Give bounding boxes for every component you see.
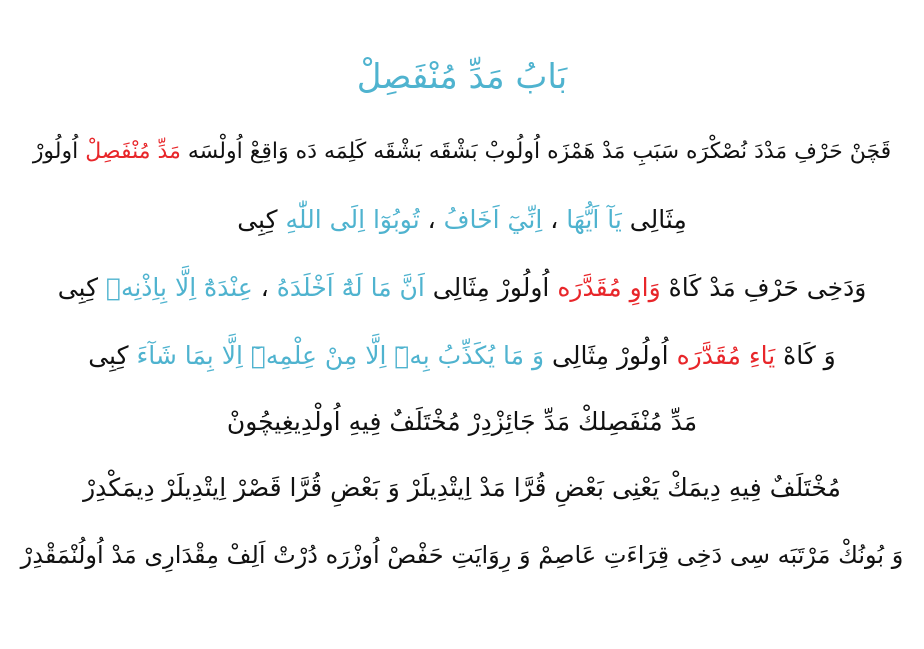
example-indahu-illa: عِنْدَهُٓ اِلَّا بِاِذْنِهٖ bbox=[105, 273, 253, 302]
line-4-suffix: كِبِى bbox=[88, 341, 137, 370]
term-waw-muqaddara: وَاوِ مُقَدَّرَه bbox=[557, 273, 661, 302]
text-line-5 bbox=[20, 402, 904, 442]
line-2-prefix: مِثَالِى bbox=[621, 205, 687, 234]
term-ya-muqaddara: يَاءِ مُقَدَّرَه bbox=[676, 341, 776, 370]
text-line-6 bbox=[20, 468, 904, 508]
text-line-4 bbox=[20, 336, 904, 376]
text-line-2 bbox=[20, 200, 904, 240]
text-line-3 bbox=[20, 268, 904, 308]
line-3-mid: اُولُورْ مِثَالِى bbox=[424, 273, 558, 302]
line-3-prefix: وَدَخِى حَرْفِ مَدْ كَاهْ bbox=[660, 273, 867, 302]
line-5-text: مَدِّ مُنْفَصِلكْ مَدِّ جَائِزْدِرْ مُخْتَلَفٌ فِيهِ اُولْدِيغِيچُونْ bbox=[226, 407, 698, 436]
line-6-text: مُخْتَلَفٌ فِيهِ دِيمَكْ يَعْنِى بَعْضِ قُرَّا مَدْ اِيتْدِيلَرْ وَ بَعْضِ قُرَّا قَصْرْ اِيتْدِيلَرْ دِيمَكْدِرْ bbox=[83, 473, 841, 502]
text-line-7 bbox=[20, 535, 904, 575]
example-inni-akhafu: اِنِّيٓ اَخَافُ bbox=[443, 205, 543, 234]
example-ya-ayyuha: يَآ اَيُّهَا bbox=[566, 205, 622, 234]
line-1-end: اُولُورْ bbox=[32, 139, 86, 164]
term-madd-munfasil: مَدِّ مُنْفَصِلْ bbox=[85, 139, 181, 164]
line-4-prefix: وَ كَاهْ bbox=[775, 341, 836, 370]
example-anna-malahu: اَنَّ مَا لَهُٓ اَخْلَدَهُ bbox=[276, 273, 425, 302]
line-7-text: وَ بُونُكْ مَرْتَبَه سِى دَخِى قِرَاءَتِ عَاصِمْ وَ رِوَايَتِ حَفْصْ اُوزْرَه دُرْتْ اَلِفْ مِقْدَارِى مَدْ اُولُنْمَقْدِرْ bbox=[20, 541, 904, 569]
separator: ، bbox=[252, 273, 277, 302]
line-4-mid: اُولُورْ مِثَالِى bbox=[544, 341, 677, 370]
separator: ، bbox=[542, 205, 567, 234]
separator: ، bbox=[419, 205, 444, 234]
text-line-1 bbox=[20, 132, 904, 172]
line-2-suffix: كِبِى bbox=[237, 205, 286, 234]
example-wa-ma-yukadhdhibu: وَ مَا يُكَذِّبُ بِهٖٓ اِلَّا مِنْ عِلْمِهٖٓ اِلَّا بِمَا شَآءَ bbox=[136, 341, 545, 370]
example-tubu-ilallah: تُوبُوٓا اِلَى اللّٰهِ bbox=[285, 205, 420, 234]
page-title: بَابُ مَدِّ مُنْفَصِلْ bbox=[356, 57, 568, 97]
line-1-text: قَچَنْ حَرْفِ مَدْدَ نُصْكْرَه سَبَبِ مَدْ هَمْزَه اُولُوبْ بَشْقَه بَشْقَه كَلِمَه دَه وَاقِعْ اُولْسَه bbox=[180, 139, 892, 164]
line-3-suffix: كِبِى bbox=[57, 273, 106, 302]
